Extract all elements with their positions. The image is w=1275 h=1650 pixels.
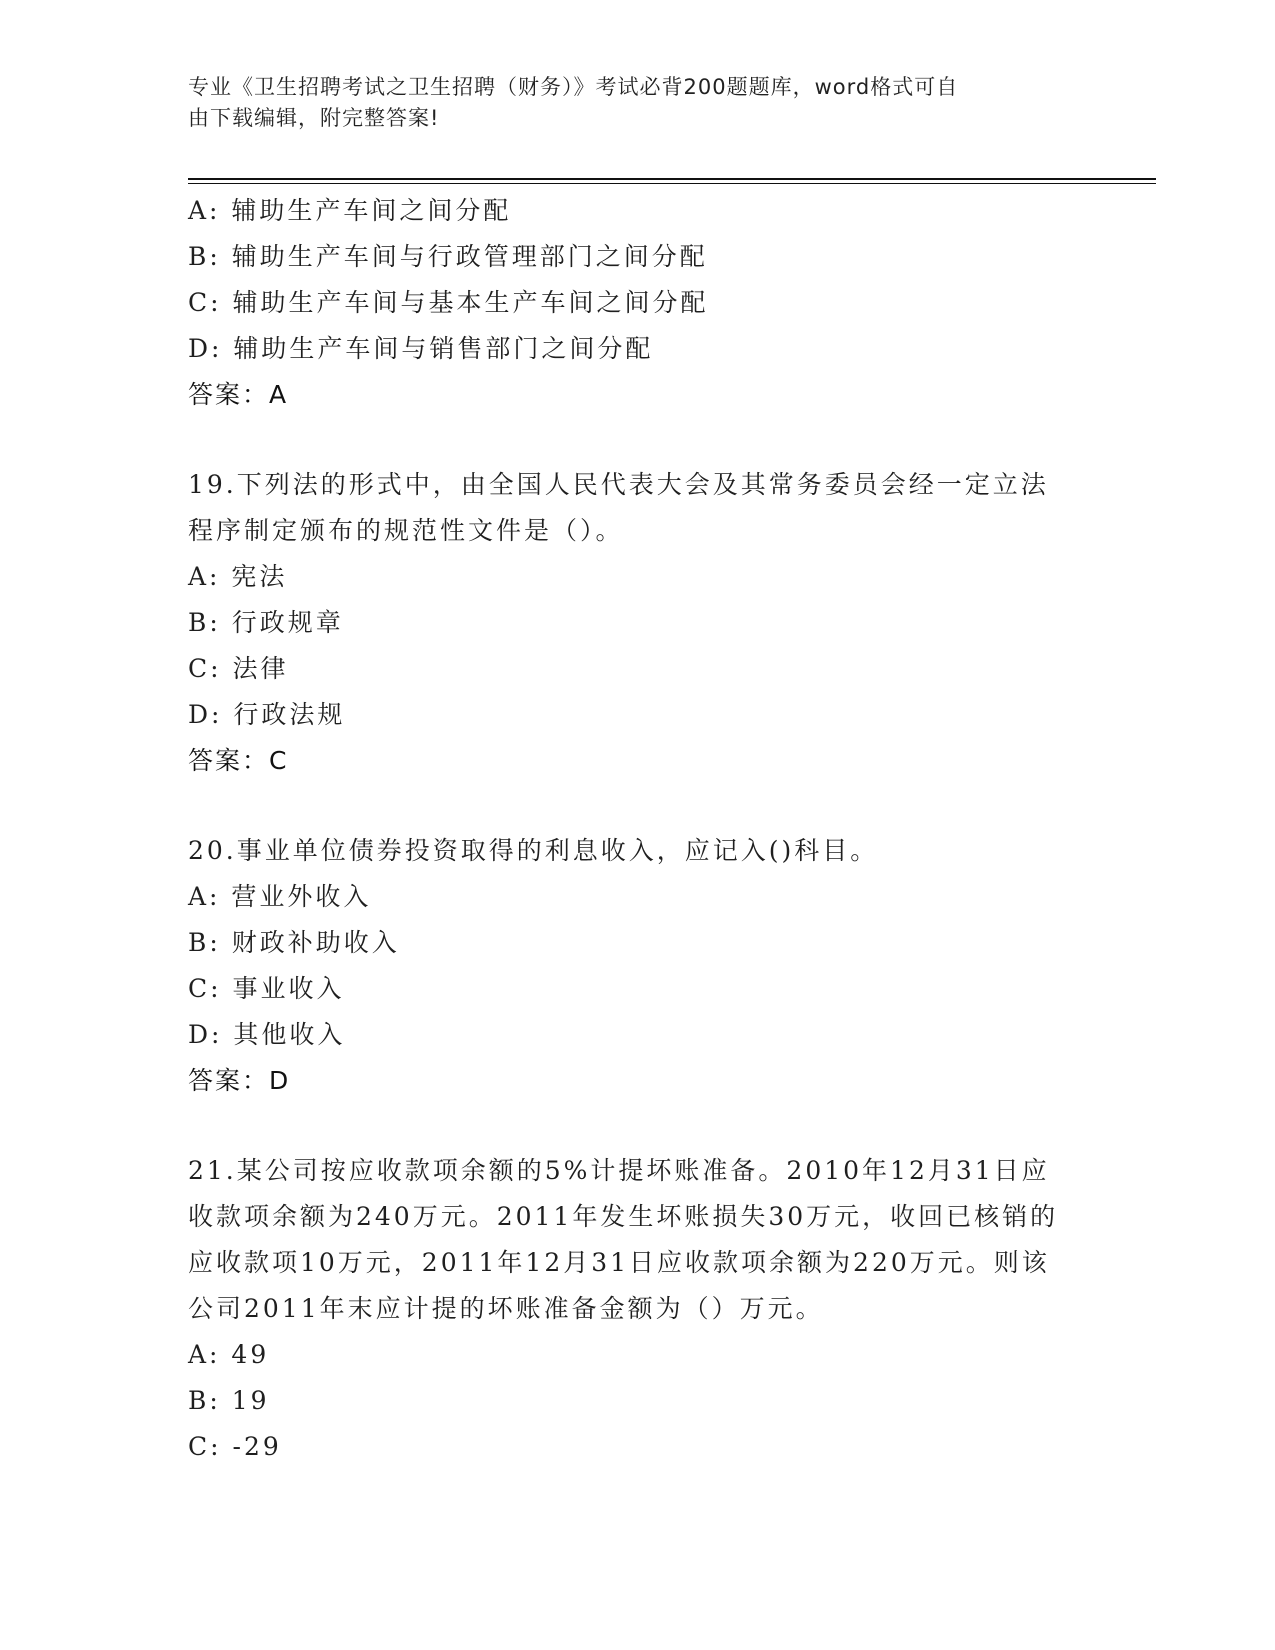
option-a: A: 营业外收入: [188, 882, 372, 911]
question-stem-line: 公司2011年末应计提的坏账准备金额为（）万元。: [188, 1294, 824, 1323]
question-list: [188, 188, 1088, 1470]
option-b: B: 辅助生产车间与行政管理部门之间分配: [188, 242, 708, 271]
option-d: D: 其他收入: [188, 1020, 346, 1049]
option-a: A: 辅助生产车间之间分配: [188, 196, 512, 225]
question-stem-line: 21.某公司按应收款项余额的5%计提坏账准备。2010年12月31日应: [188, 1156, 1050, 1185]
document-header: [188, 72, 1068, 134]
question-stem-line: 20.事业单位债券投资取得的利息收入，应记入()科目。: [188, 836, 879, 865]
option-d: D: 行政法规: [188, 700, 346, 729]
question-18: [188, 188, 1088, 418]
option-b: B: 财政补助收入: [188, 928, 400, 957]
option-c: C: 辅助生产车间与基本生产车间之间分配: [188, 288, 709, 317]
question-stem-line: 应收款项10万元，2011年12月31日应收款项余额为220万元。则该: [188, 1248, 1050, 1277]
question-stem-line: 收款项余额为240万元。2011年发生坏账损失30万元，收回已核销的: [188, 1202, 1059, 1231]
question-stem-line: 19.下列法的形式中，由全国人民代表大会及其常务委员会经一定立法: [188, 470, 1049, 499]
option-b: B: 19: [188, 1386, 270, 1415]
option-c: C: 法律: [188, 654, 289, 683]
answer: 答案：C: [188, 746, 289, 775]
question-stem-line: 程序制定颁布的规范性文件是（）。: [188, 516, 624, 545]
question-19: [188, 462, 1088, 784]
option-a: A: 宪法: [188, 562, 288, 591]
header-line-1: 专业《卫生招聘考试之卫生招聘（财务）》考试必背200题题库，word格式可自: [188, 75, 959, 99]
header-line-2: 由下载编辑，附完整答案!: [188, 106, 440, 130]
option-c: C: 事业收入: [188, 974, 345, 1003]
question-20: [188, 828, 1088, 1104]
answer: 答案：A: [188, 380, 289, 409]
option-a: A: 49: [188, 1340, 270, 1369]
answer: 答案：D: [188, 1066, 291, 1095]
spacer: [188, 1104, 1088, 1148]
option-b: B: 行政规章: [188, 608, 344, 637]
header-rule-thin: [188, 183, 1156, 184]
header-rule-thick: [188, 178, 1156, 180]
spacer: [188, 784, 1088, 828]
option-d: D: 辅助生产车间与销售部门之间分配: [188, 334, 654, 363]
question-21: [188, 1148, 1088, 1470]
spacer: [188, 418, 1088, 462]
option-c: C: -29: [188, 1432, 282, 1461]
